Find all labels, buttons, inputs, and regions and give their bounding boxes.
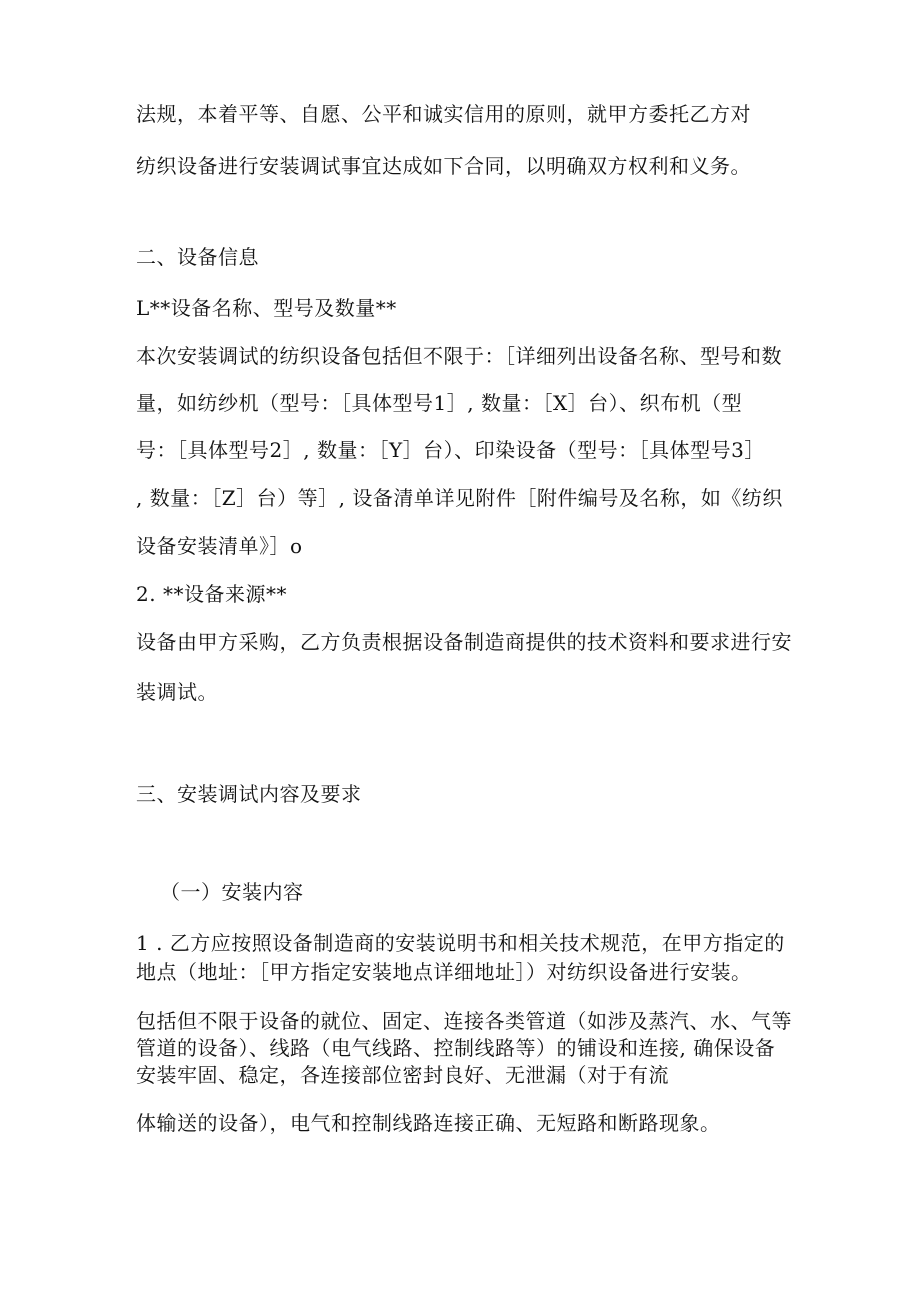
item-2-title: 2. **设备来源** <box>136 582 287 606</box>
item-1-line: 号：［具体型号2］, 数量：［Y］台）、印染设备（型号：［具体型号3］ <box>136 438 765 462</box>
item-1-line: 设备安装清单》］o <box>136 534 303 558</box>
item-2-line: 装调试。 <box>136 680 218 704</box>
paragraph-2-line: 安装牢固、稳定，各连接部位密封良好、无泄漏（对于有流 <box>136 1063 669 1087</box>
paragraph-1-line: 1 . 乙方应按照设备制造商的安装说明书和相关技术规范，在甲方指定的 <box>136 931 785 955</box>
intro-line-1: 法规，本着平等、自愿、公平和诚实信用的原则，就甲方委托乙方对 <box>136 102 751 126</box>
item-1-line: , 数量：［Z］台）等］, 设备清单详见附件［附件编号及名称，如《纺织 <box>136 486 783 510</box>
item-1-title: L**设备名称、型号及数量** <box>136 296 397 320</box>
intro-line-2: 纺织设备进行安装调试事宜达成如下合同，以明确双方权利和义务。 <box>136 154 751 178</box>
paragraph-2-line: 管道的设备）、线路（电气线路、控制线路等）的铺设和连接, 确保设备 <box>136 1036 776 1060</box>
item-1-line: 本次安装调试的纺织设备包括但不限于：［详细列出设备名称、型号和数 <box>136 344 782 368</box>
paragraph-2-line: 包括但不限于设备的就位、固定、连接各类管道（如涉及蒸汽、水、气等 <box>136 1009 792 1033</box>
section-2-heading: 二、设备信息 <box>136 245 259 269</box>
item-1-line: 量，如纺纱机（型号：［具体型号1］, 数量：［X］台）、织布机（型 <box>136 391 743 415</box>
item-2-line: 设备由甲方采购，乙方负责根据设备制造商提供的技术资料和要求进行安 <box>136 630 792 654</box>
section-3-heading: 三、安装调试内容及要求 <box>136 782 362 806</box>
paragraph-1-line: 地点（地址：［甲方指定安装地点详细地址］）对纺织设备进行安装。 <box>136 960 752 984</box>
sub-heading-install-content: （一）安装内容 <box>160 880 304 904</box>
paragraph-3-line: 体输送的设备），电气和控制线路连接正确、无短路和断路现象。 <box>136 1111 721 1135</box>
